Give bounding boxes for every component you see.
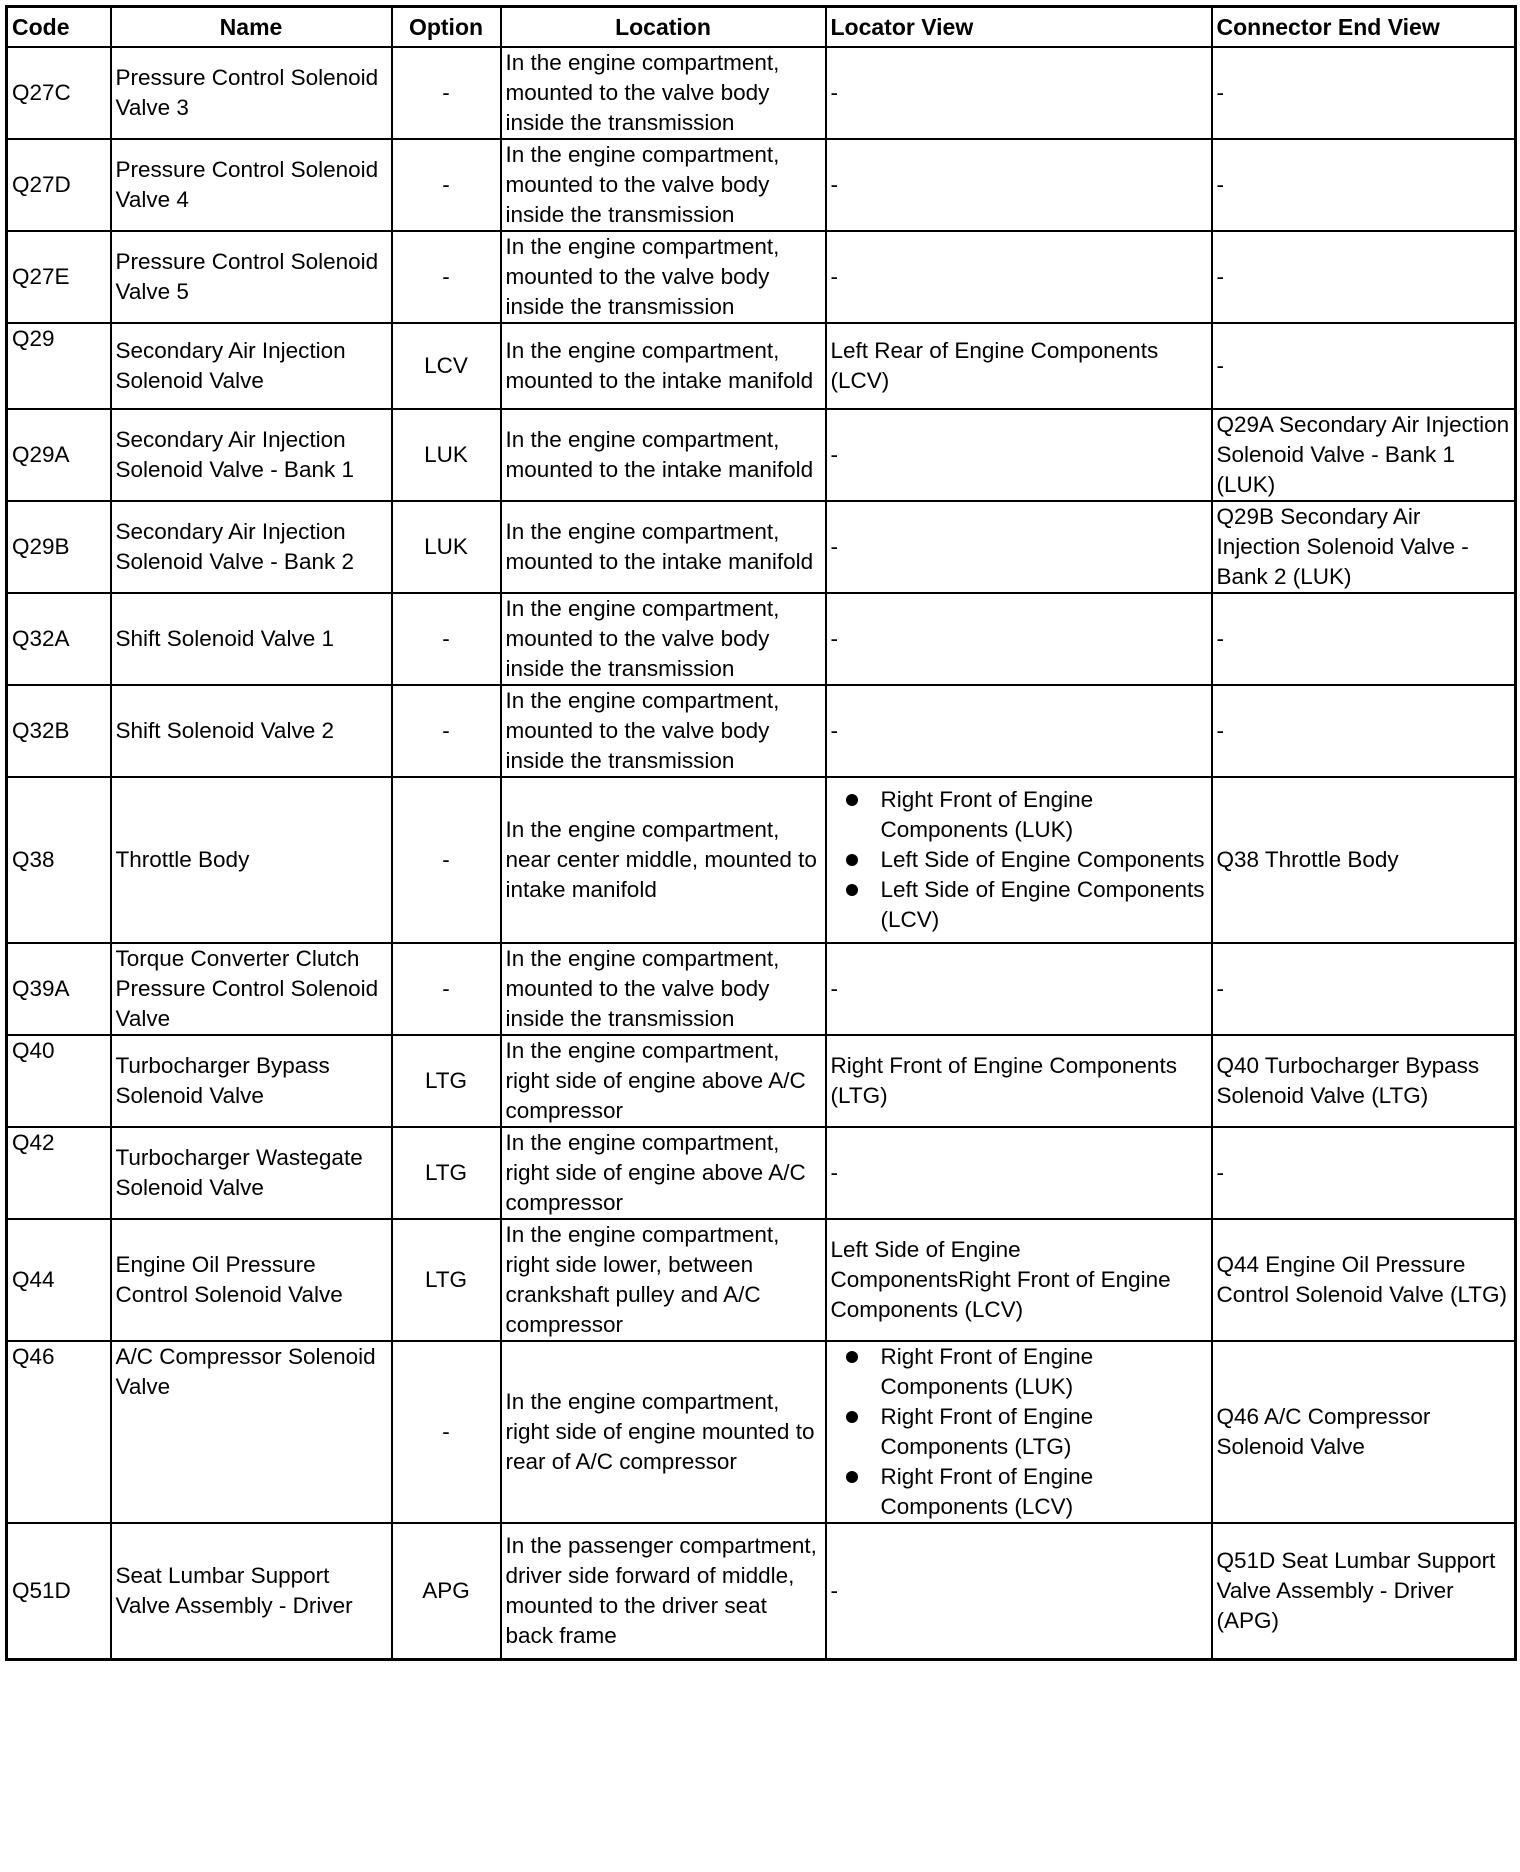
cell-code: Q27C <box>7 47 111 139</box>
cell-name: Pressure Control Solenoid Valve 4 <box>111 139 392 231</box>
locator-list <box>831 1342 1207 1522</box>
cell-option: LUK <box>392 409 501 501</box>
cell-locator-view <box>826 777 1212 943</box>
cell-location: In the engine compartment, mounted to the valve body inside the transmission <box>501 139 826 231</box>
cell-option: LTG <box>392 1219 501 1341</box>
cell-locator-view: - <box>826 501 1212 593</box>
cell-name: Turbocharger Bypass Solenoid Valve <box>111 1035 392 1127</box>
cell-name: Pressure Control Solenoid Valve 5 <box>111 231 392 323</box>
locator-list-item: Right Front of Engine Components (LUK) <box>881 1342 1207 1402</box>
table-row <box>7 593 1516 685</box>
cell-code: Q40 <box>7 1035 111 1127</box>
component-locator-table <box>5 5 1517 1661</box>
cell-locator-view: - <box>826 943 1212 1035</box>
cell-name: A/C Compressor Solenoid Valve <box>111 1341 392 1523</box>
cell-connector-end-view: - <box>1212 943 1516 1035</box>
cell-connector-end-view: - <box>1212 231 1516 323</box>
cell-option: - <box>392 231 501 323</box>
cell-name: Throttle Body <box>111 777 392 943</box>
cell-location: In the engine compartment, mounted to the valve body inside the transmission <box>501 685 826 777</box>
cell-connector-end-view: - <box>1212 685 1516 777</box>
cell-locator-view: - <box>826 47 1212 139</box>
header-connector-end-view: Connector End View <box>1212 7 1516 48</box>
cell-name: Torque Converter Clutch Pressure Control Solenoid Valve <box>111 943 392 1035</box>
table-row <box>7 139 1516 231</box>
cell-location: In the engine compartment, right side lower, between crankshaft pulley and A/C compressor <box>501 1219 826 1341</box>
cell-locator-view <box>826 1341 1212 1523</box>
cell-locator-view: Left Side of Engine ComponentsRight Front of Engine Components (LCV) <box>826 1219 1212 1341</box>
table-body <box>7 47 1516 1659</box>
cell-locator-view: Right Front of Engine Components (LTG) <box>826 1035 1212 1127</box>
cell-option: - <box>392 777 501 943</box>
header-name: Name <box>111 7 392 48</box>
cell-option: - <box>392 943 501 1035</box>
cell-location: In the engine compartment, mounted to the intake manifold <box>501 501 826 593</box>
cell-code: Q39A <box>7 943 111 1035</box>
locator-list-item: Right Front of Engine Components (LCV) <box>881 1462 1207 1522</box>
cell-code: Q27E <box>7 231 111 323</box>
cell-option: LUK <box>392 501 501 593</box>
table-row <box>7 685 1516 777</box>
locator-list <box>831 785 1207 935</box>
cell-location: In the engine compartment, near center middle, mounted to intake manifold <box>501 777 826 943</box>
table-row <box>7 231 1516 323</box>
cell-name: Pressure Control Solenoid Valve 3 <box>111 47 392 139</box>
cell-code: Q46 <box>7 1341 111 1523</box>
header-row <box>7 7 1516 48</box>
cell-option: APG <box>392 1523 501 1659</box>
locator-list-item: Left Side of Engine Components (LCV) <box>881 875 1207 935</box>
table-row <box>7 1127 1516 1219</box>
table-row <box>7 47 1516 139</box>
cell-code: Q51D <box>7 1523 111 1659</box>
cell-connector-end-view: - <box>1212 47 1516 139</box>
locator-list-item: Right Front of Engine Components (LTG) <box>881 1402 1207 1462</box>
header-location: Location <box>501 7 826 48</box>
cell-connector-end-view: Q40 Turbocharger Bypass Solenoid Valve (LTG) <box>1212 1035 1516 1127</box>
cell-location: In the engine compartment, right side of engine above A/C compressor <box>501 1127 826 1219</box>
cell-connector-end-view: Q38 Throttle Body <box>1212 777 1516 943</box>
table-row <box>7 1341 1516 1523</box>
cell-location: In the engine compartment, right side of engine above A/C compressor <box>501 1035 826 1127</box>
cell-location: In the engine compartment, mounted to the intake manifold <box>501 323 826 409</box>
cell-name: Engine Oil Pressure Control Solenoid Valve <box>111 1219 392 1341</box>
cell-name: Secondary Air Injection Solenoid Valve - Bank 1 <box>111 409 392 501</box>
cell-connector-end-view: Q29B Secondary Air Injection Solenoid Valve - Bank 2 (LUK) <box>1212 501 1516 593</box>
cell-locator-view: - <box>826 139 1212 231</box>
cell-code: Q29A <box>7 409 111 501</box>
cell-location: In the engine compartment, mounted to the valve body inside the transmission <box>501 231 826 323</box>
cell-option: - <box>392 1341 501 1523</box>
cell-location: In the engine compartment, mounted to the valve body inside the transmission <box>501 47 826 139</box>
cell-connector-end-view: - <box>1212 139 1516 231</box>
table-row <box>7 1035 1516 1127</box>
cell-connector-end-view: Q46 A/C Compressor Solenoid Valve <box>1212 1341 1516 1523</box>
cell-code: Q29 <box>7 323 111 409</box>
cell-location: In the passenger compartment, driver side forward of middle, mounted to the driver seat back frame <box>501 1523 826 1659</box>
cell-name: Secondary Air Injection Solenoid Valve - Bank 2 <box>111 501 392 593</box>
cell-locator-view: - <box>826 1127 1212 1219</box>
cell-code: Q32B <box>7 685 111 777</box>
cell-name: Turbocharger Wastegate Solenoid Valve <box>111 1127 392 1219</box>
header-locator-view: Locator View <box>826 7 1212 48</box>
cell-locator-view: Left Rear of Engine Components (LCV) <box>826 323 1212 409</box>
cell-code: Q42 <box>7 1127 111 1219</box>
cell-name: Seat Lumbar Support Valve Assembly - Driver <box>111 1523 392 1659</box>
table-row <box>7 777 1516 943</box>
cell-option: - <box>392 47 501 139</box>
cell-locator-view: - <box>826 593 1212 685</box>
cell-code: Q29B <box>7 501 111 593</box>
cell-code: Q32A <box>7 593 111 685</box>
component-locator-table-wrapper <box>5 5 1514 1661</box>
table-row <box>7 1523 1516 1659</box>
cell-option: - <box>392 685 501 777</box>
cell-locator-view: - <box>826 231 1212 323</box>
table-row <box>7 501 1516 593</box>
locator-list-item: Left Side of Engine Components <box>881 845 1207 875</box>
locator-list-item: Right Front of Engine Components (LUK) <box>881 785 1207 845</box>
table-row <box>7 943 1516 1035</box>
table-row <box>7 1219 1516 1341</box>
cell-locator-view: - <box>826 409 1212 501</box>
cell-option: LTG <box>392 1127 501 1219</box>
cell-connector-end-view: - <box>1212 323 1516 409</box>
table-row <box>7 323 1516 409</box>
cell-locator-view: - <box>826 685 1212 777</box>
header-option: Option <box>392 7 501 48</box>
cell-connector-end-view: Q44 Engine Oil Pressure Control Solenoid Valve (LTG) <box>1212 1219 1516 1341</box>
cell-locator-view: - <box>826 1523 1212 1659</box>
cell-option: - <box>392 593 501 685</box>
cell-option: - <box>392 139 501 231</box>
cell-option: LCV <box>392 323 501 409</box>
cell-connector-end-view: Q51D Seat Lumbar Support Valve Assembly - Driver (APG) <box>1212 1523 1516 1659</box>
cell-location: In the engine compartment, mounted to the intake manifold <box>501 409 826 501</box>
cell-code: Q44 <box>7 1219 111 1341</box>
cell-code: Q27D <box>7 139 111 231</box>
header-code: Code <box>7 7 111 48</box>
cell-name: Shift Solenoid Valve 2 <box>111 685 392 777</box>
cell-name: Secondary Air Injection Solenoid Valve <box>111 323 392 409</box>
cell-connector-end-view: Q29A Secondary Air Injection Solenoid Valve - Bank 1 (LUK) <box>1212 409 1516 501</box>
cell-name: Shift Solenoid Valve 1 <box>111 593 392 685</box>
cell-connector-end-view: - <box>1212 593 1516 685</box>
cell-code: Q38 <box>7 777 111 943</box>
cell-location: In the engine compartment, mounted to the valve body inside the transmission <box>501 943 826 1035</box>
cell-option: LTG <box>392 1035 501 1127</box>
cell-location: In the engine compartment, right side of engine mounted to rear of A/C compressor <box>501 1341 826 1523</box>
table-row <box>7 409 1516 501</box>
cell-connector-end-view: - <box>1212 1127 1516 1219</box>
cell-location: In the engine compartment, mounted to the valve body inside the transmission <box>501 593 826 685</box>
